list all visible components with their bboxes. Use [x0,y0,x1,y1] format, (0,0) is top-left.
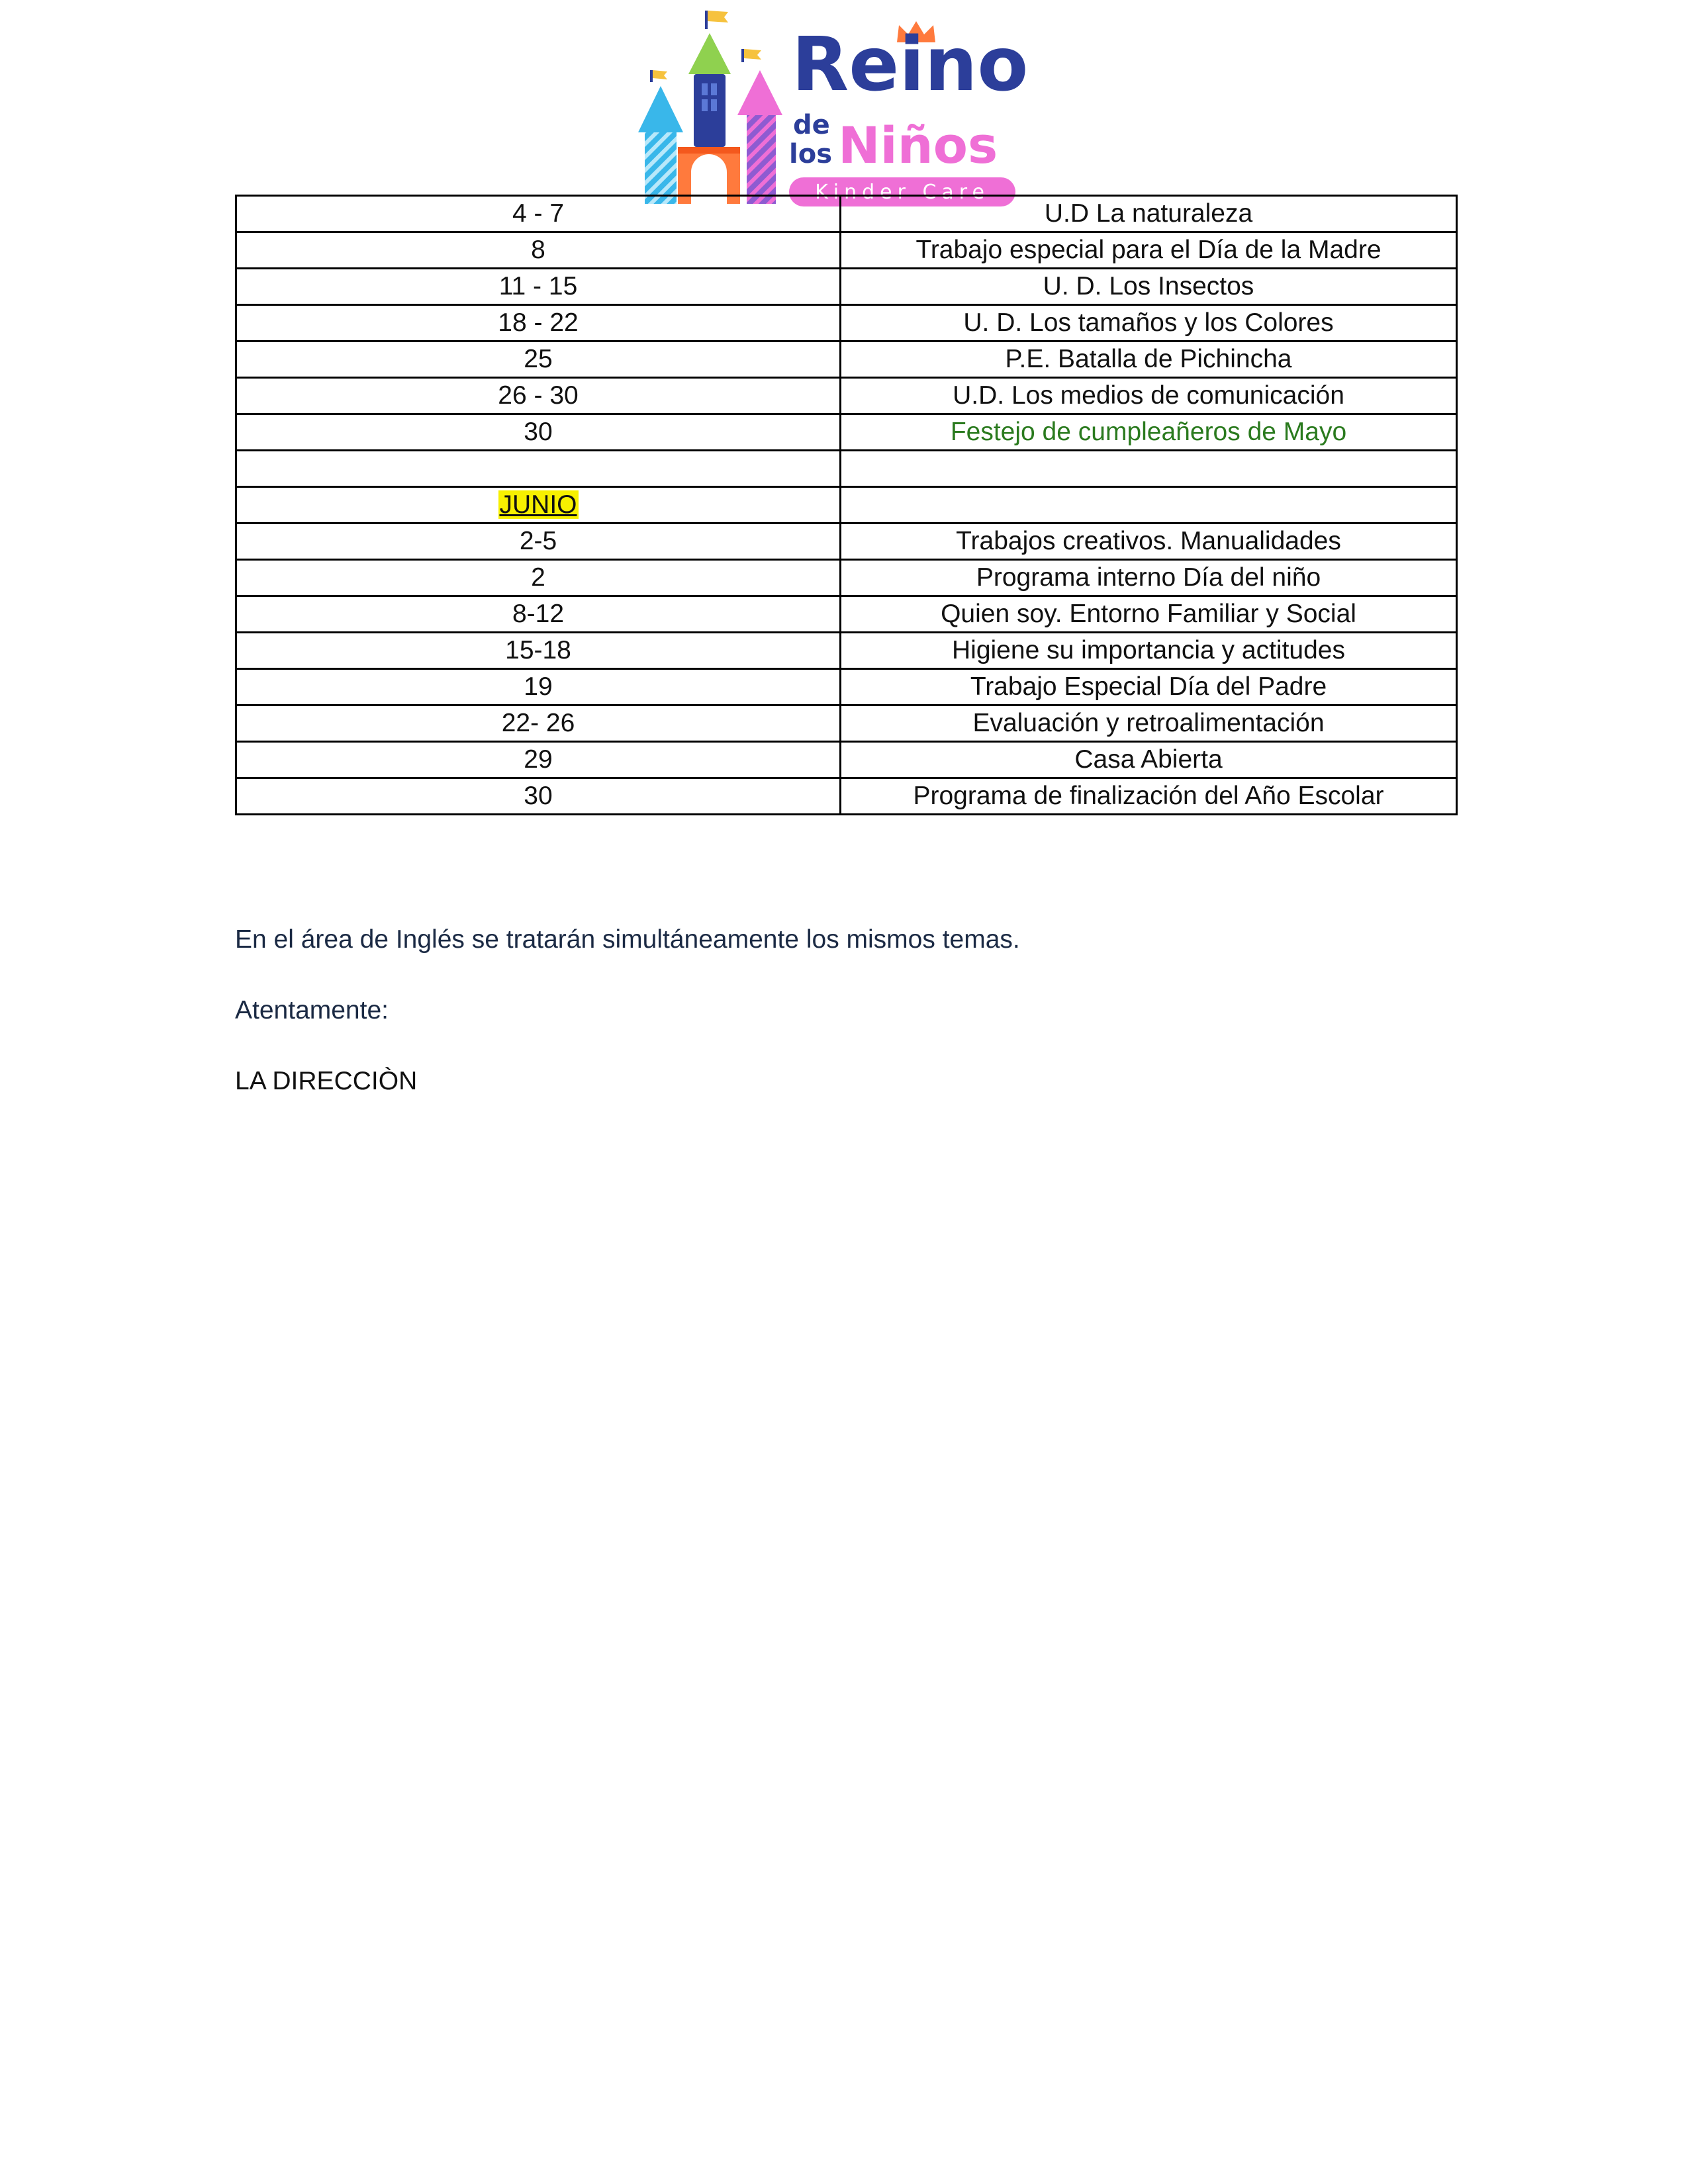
schedule-row [236,451,1457,487]
logo-name-reino: Reino [792,22,1029,108]
schedule-row [236,232,1457,269]
month-label: JUNIO [499,490,577,519]
schedule-activity-cell: Quien soy. Entorno Familiar y Social [841,596,1457,633]
school-logo [635,7,1033,212]
schedule-row [236,196,1457,232]
schedule-date-cell: 25 [236,341,841,378]
schedule-activity-cell: U.D La naturaleza [841,196,1457,232]
schedule-date-cell [236,451,841,487]
castle-icon [638,11,782,204]
schedule-activity-cell: Trabajo Especial Día del Padre [841,669,1457,705]
schedule-date-cell: 2 [236,560,841,596]
schedule-date-cell: 29 [236,742,841,778]
schedule-activity-cell: Trabajos creativos. Manualidades [841,523,1457,560]
schedule-row [236,341,1457,378]
logo-name-los: los [789,139,832,169]
schedule-activity-cell [841,451,1457,487]
schedule-date-cell: 18 - 22 [236,305,841,341]
schedule-activity-cell: Programa de finalización del Año Escolar [841,778,1457,815]
schedule-activity-cell: U. D. Los tamaños y los Colores [841,305,1457,341]
schedule-activity-cell: P.E. Batalla de Pichincha [841,341,1457,378]
closing-regards: Atentamente: [235,996,389,1024]
schedule-activity-cell: Higiene su importancia y actitudes [841,633,1457,669]
schedule-activity-cell: Festejo de cumpleañeros de Mayo [841,414,1457,451]
schedule-date-cell: 4 - 7 [236,196,841,232]
schedule-row [236,269,1457,305]
schedule-date-cell: 30 [236,778,841,815]
schedule-row [236,414,1457,451]
schedule-date-cell: 19 [236,669,841,705]
schedule-date-cell: 8-12 [236,596,841,633]
schedule-activity-cell: Casa Abierta [841,742,1457,778]
schedule-row [236,523,1457,560]
schedule-row [236,560,1457,596]
schedule-table-body [236,196,1457,815]
schedule-activity-cell: Evaluación y retroalimentación [841,705,1457,742]
schedule-activity-cell [841,487,1457,523]
english-area-note: En el área de Inglés se tratarán simultáneamente los mismos temas. [235,925,1020,954]
schedule-date-cell [236,487,841,523]
schedule-activity-cell: Trabajo especial para el Día de la Madre [841,232,1457,269]
schedule-date-cell: 30 [236,414,841,451]
schedule-date-cell: 22- 26 [236,705,841,742]
logo-tagline: Kinder Care [815,181,990,204]
schedule-date-cell: 26 - 30 [236,378,841,414]
schedule-row [236,633,1457,669]
schedule-activity-cell: U. D. Los Insectos [841,269,1457,305]
schedule-table [235,195,1458,815]
schedule-date-cell: 15-18 [236,633,841,669]
schedule-row [236,378,1457,414]
schedule-activity-cell: U.D. Los medios de comunicación [841,378,1457,414]
schedule-date-cell: 11 - 15 [236,269,841,305]
schedule-row [236,305,1457,341]
schedule-date-cell: 2-5 [236,523,841,560]
schedule-row [236,742,1457,778]
logo-name-ninos: Niños [838,116,998,175]
schedule-date-cell: 8 [236,232,841,269]
schedule-activity-cell: Programa interno Día del niño [841,560,1457,596]
month-header-row [236,487,1457,523]
schedule-row [236,778,1457,815]
logo-name-de: de [793,110,830,140]
schedule-row [236,596,1457,633]
schedule-row [236,669,1457,705]
schedule-row [236,705,1457,742]
signature-direction: LA DIRECCIÒN [235,1067,418,1095]
